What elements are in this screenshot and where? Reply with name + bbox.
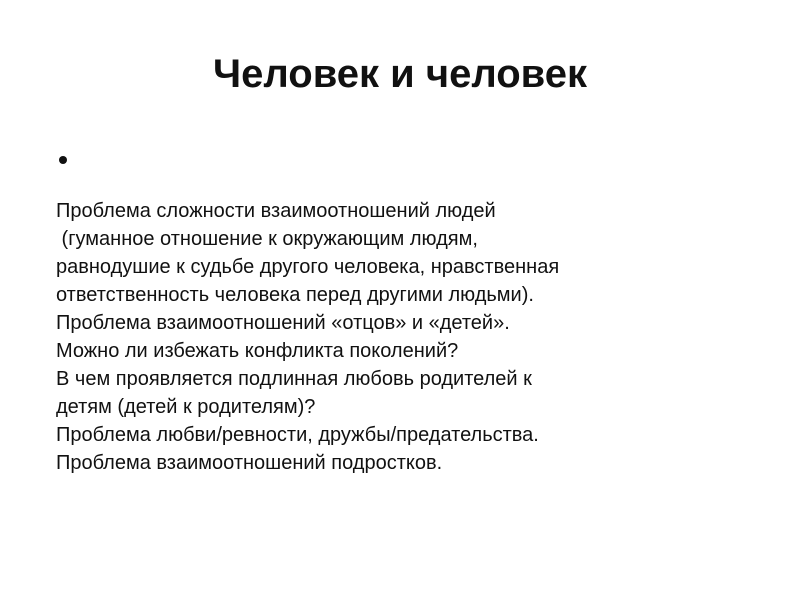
body-line: ответственность человека перед другими людьми). — [56, 284, 534, 306]
body-line: Проблема любви/ревности, дружбы/предательства. — [56, 424, 539, 446]
slide-title: Человек и человек — [213, 52, 587, 96]
body-line: В чем проявляется подлинная любовь родителей к — [56, 368, 532, 390]
body-line: Проблема взаимоотношений подростков. — [56, 452, 443, 474]
body-line: (гуманное отношение к окружающим людям, — [56, 228, 478, 250]
body-line: равнодушие к судьбе другого человека, нравственная — [56, 256, 560, 278]
body-line: Проблема сложности взаимоотношений людей — [56, 200, 496, 222]
body-line: Проблема взаимоотношений «отцов» и «детей». — [56, 312, 510, 334]
body-line: детям (детей к родителям)? — [56, 396, 316, 418]
slide-body — [56, 197, 776, 477]
bullet-point-icon — [59, 156, 67, 164]
body-line: Можно ли избежать конфликта поколений? — [56, 340, 459, 362]
